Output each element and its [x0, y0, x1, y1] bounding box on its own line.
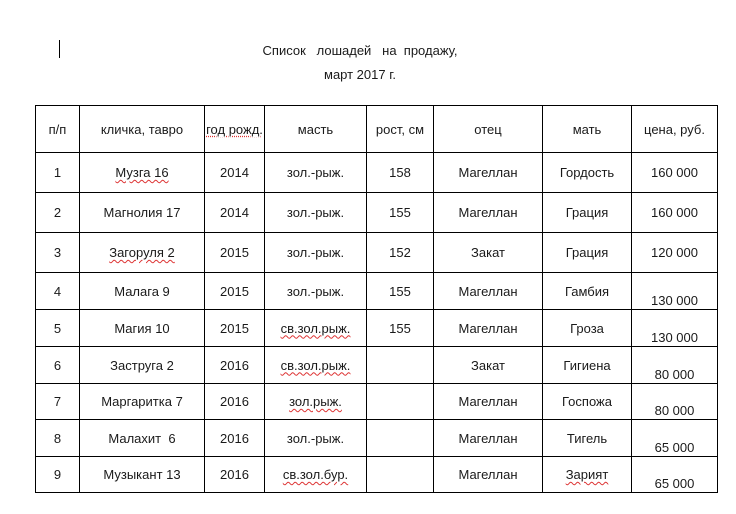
cell-price: 80 000: [632, 347, 718, 384]
cell-color: св.зол.рыж.: [265, 347, 367, 384]
table-header-row: [36, 106, 718, 153]
cell-father: Магеллан: [434, 153, 543, 193]
cell-year: 2015: [205, 233, 265, 273]
header-cell-height: рост, см: [367, 106, 434, 153]
cell-height: [367, 347, 434, 384]
cell-number: 9: [36, 457, 80, 493]
cell-father: Магеллан: [434, 457, 543, 493]
cell-number: 4: [36, 273, 80, 310]
cell-price: 120 000: [632, 233, 718, 273]
cell-color: зол.-рыж.: [265, 420, 367, 457]
cell-father: Магеллан: [434, 420, 543, 457]
cell-name: Загоруля 2: [80, 233, 205, 273]
cell-mother: Госпожа: [543, 384, 632, 420]
header-cell-name: кличка, тавро: [80, 106, 205, 153]
table-row: [36, 153, 718, 193]
table-row: [36, 347, 718, 384]
cell-year: 2016: [205, 347, 265, 384]
cell-name: Заструга 2: [80, 347, 205, 384]
header-cell-number: п/п: [36, 106, 80, 153]
cell-year: 2016: [205, 384, 265, 420]
header-cell-year: год рожд.: [205, 106, 265, 153]
cell-year: 2015: [205, 273, 265, 310]
table-row: [36, 193, 718, 233]
horses-table: [35, 105, 718, 493]
table-row: [36, 457, 718, 493]
cell-year: 2015: [205, 310, 265, 347]
cell-height: [367, 420, 434, 457]
cell-color: зол.-рыж.: [265, 273, 367, 310]
header-cell-mother: мать: [543, 106, 632, 153]
cell-height: 155: [367, 310, 434, 347]
cell-name: Музга 16: [80, 153, 205, 193]
table-row: [36, 233, 718, 273]
cell-name: Магнолия 17: [80, 193, 205, 233]
cell-number: 8: [36, 420, 80, 457]
cell-year: 2014: [205, 193, 265, 233]
cell-name: Магия 10: [80, 310, 205, 347]
cell-mother: Гамбия: [543, 273, 632, 310]
table-row: [36, 420, 718, 457]
cell-father: Магеллан: [434, 193, 543, 233]
cell-price: 65 000: [632, 420, 718, 457]
cell-father: Закат: [434, 233, 543, 273]
text-cursor: [59, 40, 60, 58]
cell-number: 6: [36, 347, 80, 384]
table-row: [36, 310, 718, 347]
cell-height: 155: [367, 273, 434, 310]
cell-height: [367, 384, 434, 420]
cell-color: св.зол.бур.: [265, 457, 367, 493]
cell-number: 7: [36, 384, 80, 420]
cell-price: 160 000: [632, 193, 718, 233]
cell-mother: Зарият: [543, 457, 632, 493]
cell-height: 152: [367, 233, 434, 273]
cell-number: 3: [36, 233, 80, 273]
cell-mother: Грация: [543, 193, 632, 233]
cell-number: 1: [36, 153, 80, 193]
cell-price: 130 000: [632, 273, 718, 310]
document-title: Список лошадей на продажу,: [262, 43, 458, 58]
cell-father: Магеллан: [434, 273, 543, 310]
header-cell-price: цена, руб.: [632, 106, 718, 153]
cell-mother: Тигель: [543, 420, 632, 457]
header-cell-color: масть: [265, 106, 367, 153]
cell-price: 160 000: [632, 153, 718, 193]
cell-year: 2014: [205, 153, 265, 193]
table-row: [36, 384, 718, 420]
cell-name: Малага 9: [80, 273, 205, 310]
cell-father: Магеллан: [434, 384, 543, 420]
cell-year: 2016: [205, 420, 265, 457]
cell-color: зол.-рыж.: [265, 193, 367, 233]
cell-father: Магеллан: [434, 310, 543, 347]
cell-color: зол.-рыж.: [265, 153, 367, 193]
document-subtitle: март 2017 г.: [324, 67, 396, 82]
cell-color: зол.рыж.: [265, 384, 367, 420]
cell-color: св.зол.рыж.: [265, 310, 367, 347]
table-row: [36, 273, 718, 310]
cell-height: 155: [367, 193, 434, 233]
cell-name: Малахит 6: [80, 420, 205, 457]
header-cell-father: отец: [434, 106, 543, 153]
cell-mother: Гордость: [543, 153, 632, 193]
cell-height: [367, 457, 434, 493]
cell-name: Музыкант 13: [80, 457, 205, 493]
cell-father: Закат: [434, 347, 543, 384]
cell-price: 65 000: [632, 457, 718, 493]
cell-mother: Гигиена: [543, 347, 632, 384]
cell-mother: Гроза: [543, 310, 632, 347]
cell-height: 158: [367, 153, 434, 193]
cell-mother: Грация: [543, 233, 632, 273]
cell-price: 80 000: [632, 384, 718, 420]
cell-year: 2016: [205, 457, 265, 493]
cell-number: 5: [36, 310, 80, 347]
cell-name: Маргаритка 7: [80, 384, 205, 420]
cell-color: зол.-рыж.: [265, 233, 367, 273]
cell-price: 130 000: [632, 310, 718, 347]
cell-number: 2: [36, 193, 80, 233]
